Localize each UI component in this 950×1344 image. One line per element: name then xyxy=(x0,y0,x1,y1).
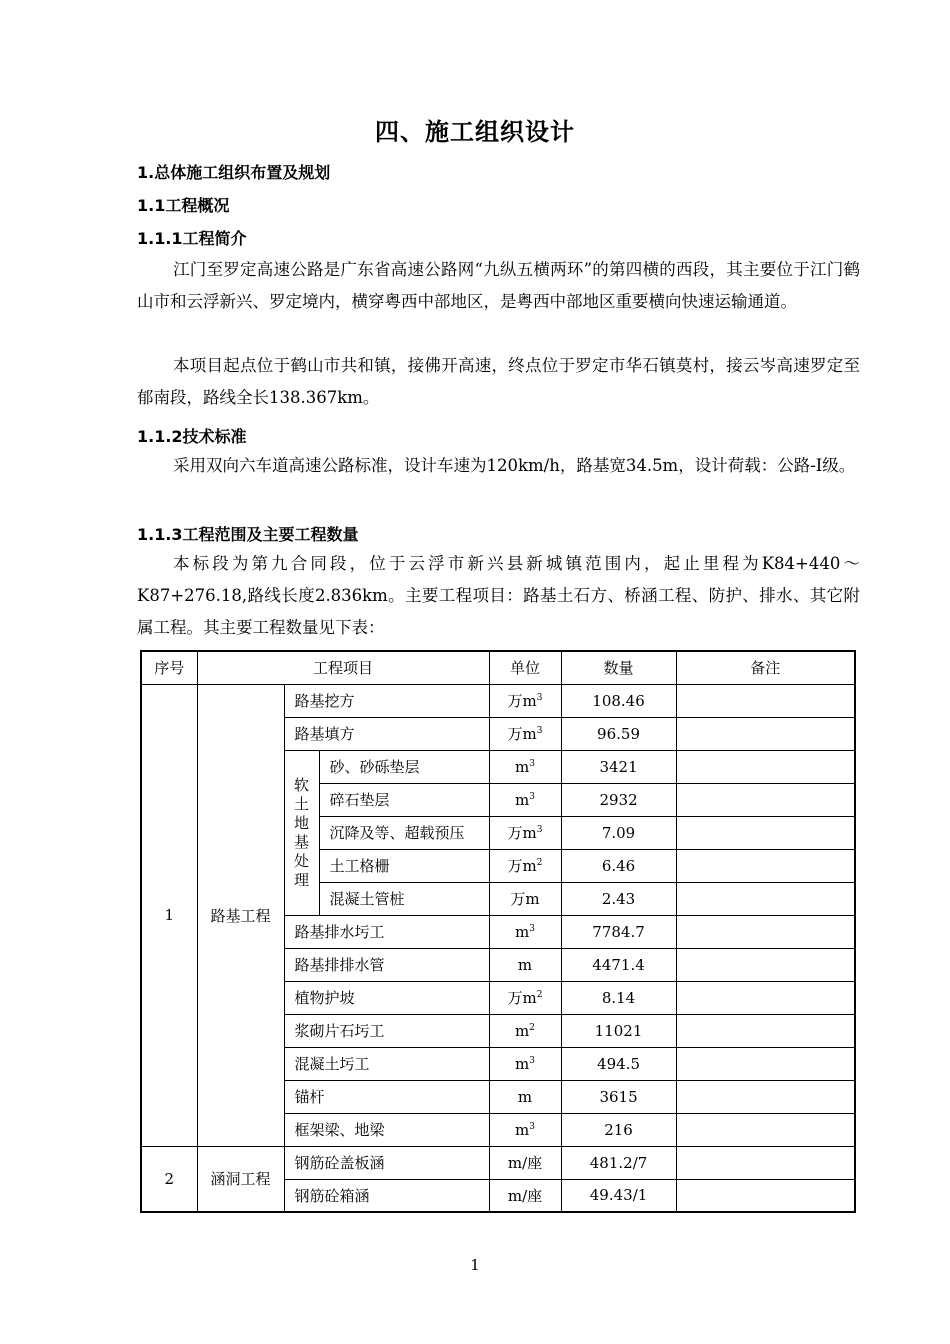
group-1-no: 1 xyxy=(141,684,197,1146)
group-1-name: 路基工程 xyxy=(197,684,284,1146)
row-note xyxy=(676,1047,855,1080)
row-note xyxy=(676,1080,855,1113)
row-note xyxy=(676,816,855,849)
row-unit: 万$m^3$ xyxy=(489,816,561,849)
row-qty: 7784.7 xyxy=(561,915,676,948)
row-item: 土工格栅 xyxy=(319,849,489,882)
row-unit: m/座 xyxy=(489,1179,561,1212)
page-title: 四、施工组织设计 xyxy=(375,118,575,146)
heading-1: 1.总体施工组织布置及规划 xyxy=(137,163,331,182)
row-note xyxy=(676,948,855,981)
row-item: 植物护坡 xyxy=(284,981,489,1014)
header-unit: 单位 xyxy=(489,651,561,684)
row-unit: 万$m^2$ xyxy=(489,849,561,882)
row-note xyxy=(676,1014,855,1047)
paragraph-intro: 江门至罗定高速公路是广东省高速公路网“九纵五横两环”的第四横的西段，其主要位于江门鹤山市和云浮新兴、罗定境内，横穿粤西中部地区，是粤西中部地区重要横向快速运输通道。 xyxy=(137,260,860,311)
row-unit: m xyxy=(489,948,561,981)
row-qty: 7.09 xyxy=(561,816,676,849)
row-qty: 3615 xyxy=(561,1080,676,1113)
heading-1-1-1: 1.1.1工程简介 xyxy=(137,229,247,248)
row-unit: $m^3$ xyxy=(489,783,561,816)
row-note xyxy=(676,915,855,948)
row-qty: 96.59 xyxy=(561,717,676,750)
row-item: 砂、砂砾垫层 xyxy=(319,750,489,783)
row-unit: 万$m^3$ xyxy=(489,684,561,717)
row-note xyxy=(676,1113,855,1146)
soft-ground-label: 软 土 地 基 处 理 xyxy=(284,750,319,915)
row-item: 钢筋砼盖板涵 xyxy=(284,1146,489,1179)
row-qty: 49.43/1 xyxy=(561,1179,676,1212)
row-note xyxy=(676,717,855,750)
row-unit: 万$m^2$ xyxy=(489,981,561,1014)
heading-1-1-3: 1.1.3工程范围及主要工程数量 xyxy=(137,525,359,544)
row-unit: m xyxy=(489,1080,561,1113)
table-header-row xyxy=(141,651,855,684)
row-qty: 6.46 xyxy=(561,849,676,882)
row-item: 沉降及等、超载预压 xyxy=(319,816,489,849)
row-note xyxy=(676,1179,855,1212)
table-row xyxy=(141,684,855,717)
row-qty: 494.5 xyxy=(561,1047,676,1080)
heading-1-1-2: 1.1.2技术标准 xyxy=(137,427,247,446)
row-item: 路基排排水管 xyxy=(284,948,489,981)
row-note xyxy=(676,783,855,816)
row-note xyxy=(676,750,855,783)
paragraph-standard: 采用双向六车道高速公路标准，设计车速为120km/h，路基宽34.5m，设计荷载：公路-Ⅰ级。 xyxy=(173,456,856,475)
group-2-no: 2 xyxy=(141,1146,197,1212)
row-item: 浆砌片石圬工 xyxy=(284,1014,489,1047)
row-unit: 万m xyxy=(489,882,561,915)
row-unit: $m^3$ xyxy=(489,1047,561,1080)
row-qty: 4471.4 xyxy=(561,948,676,981)
row-item: 路基填方 xyxy=(284,717,489,750)
row-unit: 万$m^3$ xyxy=(489,717,561,750)
quantity-table xyxy=(140,650,856,1213)
row-item: 钢筋砼箱涵 xyxy=(284,1179,489,1212)
header-item: 工程项目 xyxy=(197,651,489,684)
row-unit: $m^2$ xyxy=(489,1014,561,1047)
row-item: 路基排水圬工 xyxy=(284,915,489,948)
row-item: 框架梁、地梁 xyxy=(284,1113,489,1146)
row-note xyxy=(676,684,855,717)
page-number: 1 xyxy=(470,1256,480,1274)
row-qty: 11021 xyxy=(561,1014,676,1047)
row-unit: $m^3$ xyxy=(489,915,561,948)
group-2-name: 涵洞工程 xyxy=(197,1146,284,1212)
row-qty: 481.2/7 xyxy=(561,1146,676,1179)
heading-1-1: 1.1工程概况 xyxy=(137,196,230,215)
row-qty: 216 xyxy=(561,1113,676,1146)
row-qty: 3421 xyxy=(561,750,676,783)
row-qty: 8.14 xyxy=(561,981,676,1014)
row-note xyxy=(676,981,855,1014)
row-note xyxy=(676,882,855,915)
row-item: 路基挖方 xyxy=(284,684,489,717)
row-qty: 2932 xyxy=(561,783,676,816)
row-unit: $m^3$ xyxy=(489,750,561,783)
row-unit: $m^3$ xyxy=(489,1113,561,1146)
row-note xyxy=(676,1146,855,1179)
table-row xyxy=(141,1146,855,1179)
row-item: 混凝土管桩 xyxy=(319,882,489,915)
row-note xyxy=(676,849,855,882)
row-item: 锚杆 xyxy=(284,1080,489,1113)
header-note: 备注 xyxy=(676,651,855,684)
header-no: 序号 xyxy=(141,651,197,684)
row-item: 碎石垫层 xyxy=(319,783,489,816)
paragraph-scope: 本标段为第九合同段，位于云浮市新兴县新城镇范围内，起止里程为K84+440～K87+276.18,路线长度2.836km。主要工程项目：路基土石方、桥涵工程、防护、排水、其它附属工程。其主要工程数量见下表： xyxy=(137,554,860,637)
row-unit: m/座 xyxy=(489,1146,561,1179)
row-item: 混凝土圬工 xyxy=(284,1047,489,1080)
row-qty: 108.46 xyxy=(561,684,676,717)
header-qty: 数量 xyxy=(561,651,676,684)
row-qty: 2.43 xyxy=(561,882,676,915)
paragraph-route: 本项目起点位于鹤山市共和镇，接佛开高速，终点位于罗定市华石镇莫村，接云岑高速罗定至郁南段，路线全长138.367km。 xyxy=(137,356,860,407)
